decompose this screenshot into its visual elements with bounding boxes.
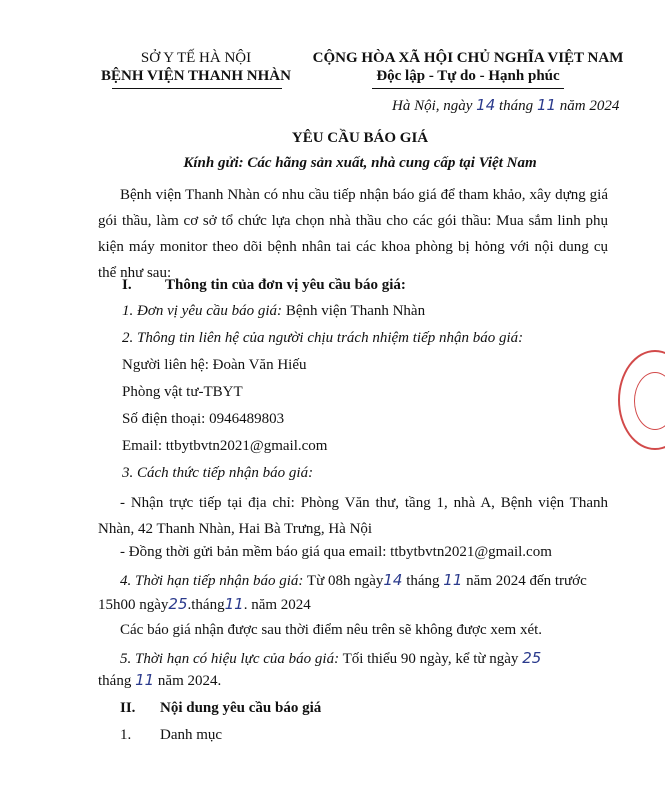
item1-line (122, 303, 425, 320)
item2-label: 2. Thông tin liên hệ của người chịu trách nhiệm tiếp nhận báo giá: (122, 330, 524, 346)
official-stamp (618, 350, 665, 450)
item1-value: Bệnh viện Thanh Nhàn (285, 303, 426, 319)
section1-number: I. (122, 277, 132, 293)
document-date (392, 96, 619, 115)
document-title: YÊU CẦU BÁO GIÁ (291, 130, 429, 146)
item5-validity: Tối thiểu 90 ngày, kể từ ngày (342, 651, 519, 667)
item4-line2: 15h00 ngày25.tháng11. năm 2024 (98, 595, 311, 613)
contact-person: Người liên hệ: Đoàn Văn Hiếu (122, 357, 307, 373)
item4-until: 15h00 ngày (98, 597, 169, 613)
method-direct: - Nhận trực tiếp tại địa chỉ: Phòng Văn thư, tầng 1, nhà A, Bệnh viện Thanh Nhàn, 42 Thanh Nhàn, Hai Bà Trưng, Hà Nội (98, 495, 608, 537)
section2-item1-label: Danh mục (160, 727, 223, 743)
intro-paragraph: Bệnh viện Thanh Nhàn có nhu cầu tiếp nhận báo giá để tham khảo, xây dựng giá gói thầu, làm cơ sở tổ chức lựa chọn nhà thầu cho các gói thầu: Mua sắm linh phụ kiện máy monitor theo dõi bệnh nhân tai các khoa phòng bị hỏng với nội dung cụ thể như sau: (98, 187, 608, 281)
hospital-name: BỆNH VIỆN THANH NHÀN (101, 68, 291, 84)
date-prefix: Hà Nội, ngày (392, 98, 473, 114)
recipient-line: Kính gửi: Các hãng sản xuất, nhà cung cấp tại Việt Nam (183, 155, 537, 171)
date-month-label: tháng (499, 98, 534, 114)
item3-label: 3. Cách thức tiếp nhận báo giá: (122, 465, 314, 481)
method-email: - Đồng thời gửi bản mềm báo giá qua email: ttbytbvtn2021@gmail.com (120, 544, 552, 560)
item4-from: Từ 08h ngày (306, 573, 384, 589)
item4-month-label1: tháng (406, 573, 440, 589)
item4-month2: 11 (224, 595, 244, 613)
date-year: năm 2024 (559, 98, 620, 114)
item5-year: năm 2024. (157, 673, 222, 689)
section2-number: II. (120, 700, 136, 716)
section1-title: Thông tin của đơn vị yêu cầu báo giá: (165, 277, 406, 293)
section2-title: Nội dung yêu cầu báo giá (160, 700, 322, 716)
item5-line1 (120, 649, 541, 668)
contact-email: Email: ttbytbvtn2021@gmail.com (122, 438, 328, 454)
date-month: 11 (536, 96, 557, 114)
item4-year-to: năm 2024 đến trước (466, 573, 587, 589)
item4-month1: 11 (443, 571, 463, 589)
item4-month-label2: tháng (191, 597, 225, 613)
contact-phone: Số điện thoại: 0946489803 (122, 411, 285, 427)
item4-year2: năm 2024 (251, 597, 311, 613)
agency-name: SỞ Y TẾ HÀ NỘI (140, 50, 252, 66)
date-day: 14 (476, 96, 496, 114)
item4-label: 4. Thời hạn tiếp nhận báo giá: (120, 573, 304, 589)
header-right-rule (372, 88, 564, 89)
national-title: CỘNG HÒA XÃ HỘI CHỦ NGHĨA VIỆT NAM (312, 50, 624, 66)
national-motto: Độc lập - Tự do - Hạnh phúc (376, 68, 560, 84)
header-left-rule (112, 88, 282, 89)
item1-label: 1. Đơn vị yêu cầu báo giá: (122, 303, 283, 319)
item4-day2: 25 (168, 595, 188, 613)
late-note: Các báo giá nhận được sau thời điểm nêu trên sẽ không được xem xét. (120, 622, 543, 638)
item5-line2 (98, 671, 221, 690)
item5-month-label: tháng (98, 673, 132, 689)
item4-day1: 14 (383, 571, 403, 589)
section2-item1-number: 1. (120, 727, 132, 743)
item5-day: 25 (522, 649, 542, 667)
contact-department: Phòng vật tư-TBYT (122, 384, 243, 400)
item4-line1 (120, 571, 608, 590)
item5-month: 11 (135, 671, 155, 689)
item5-label: 5. Thời hạn có hiệu lực của báo giá: (120, 651, 340, 667)
